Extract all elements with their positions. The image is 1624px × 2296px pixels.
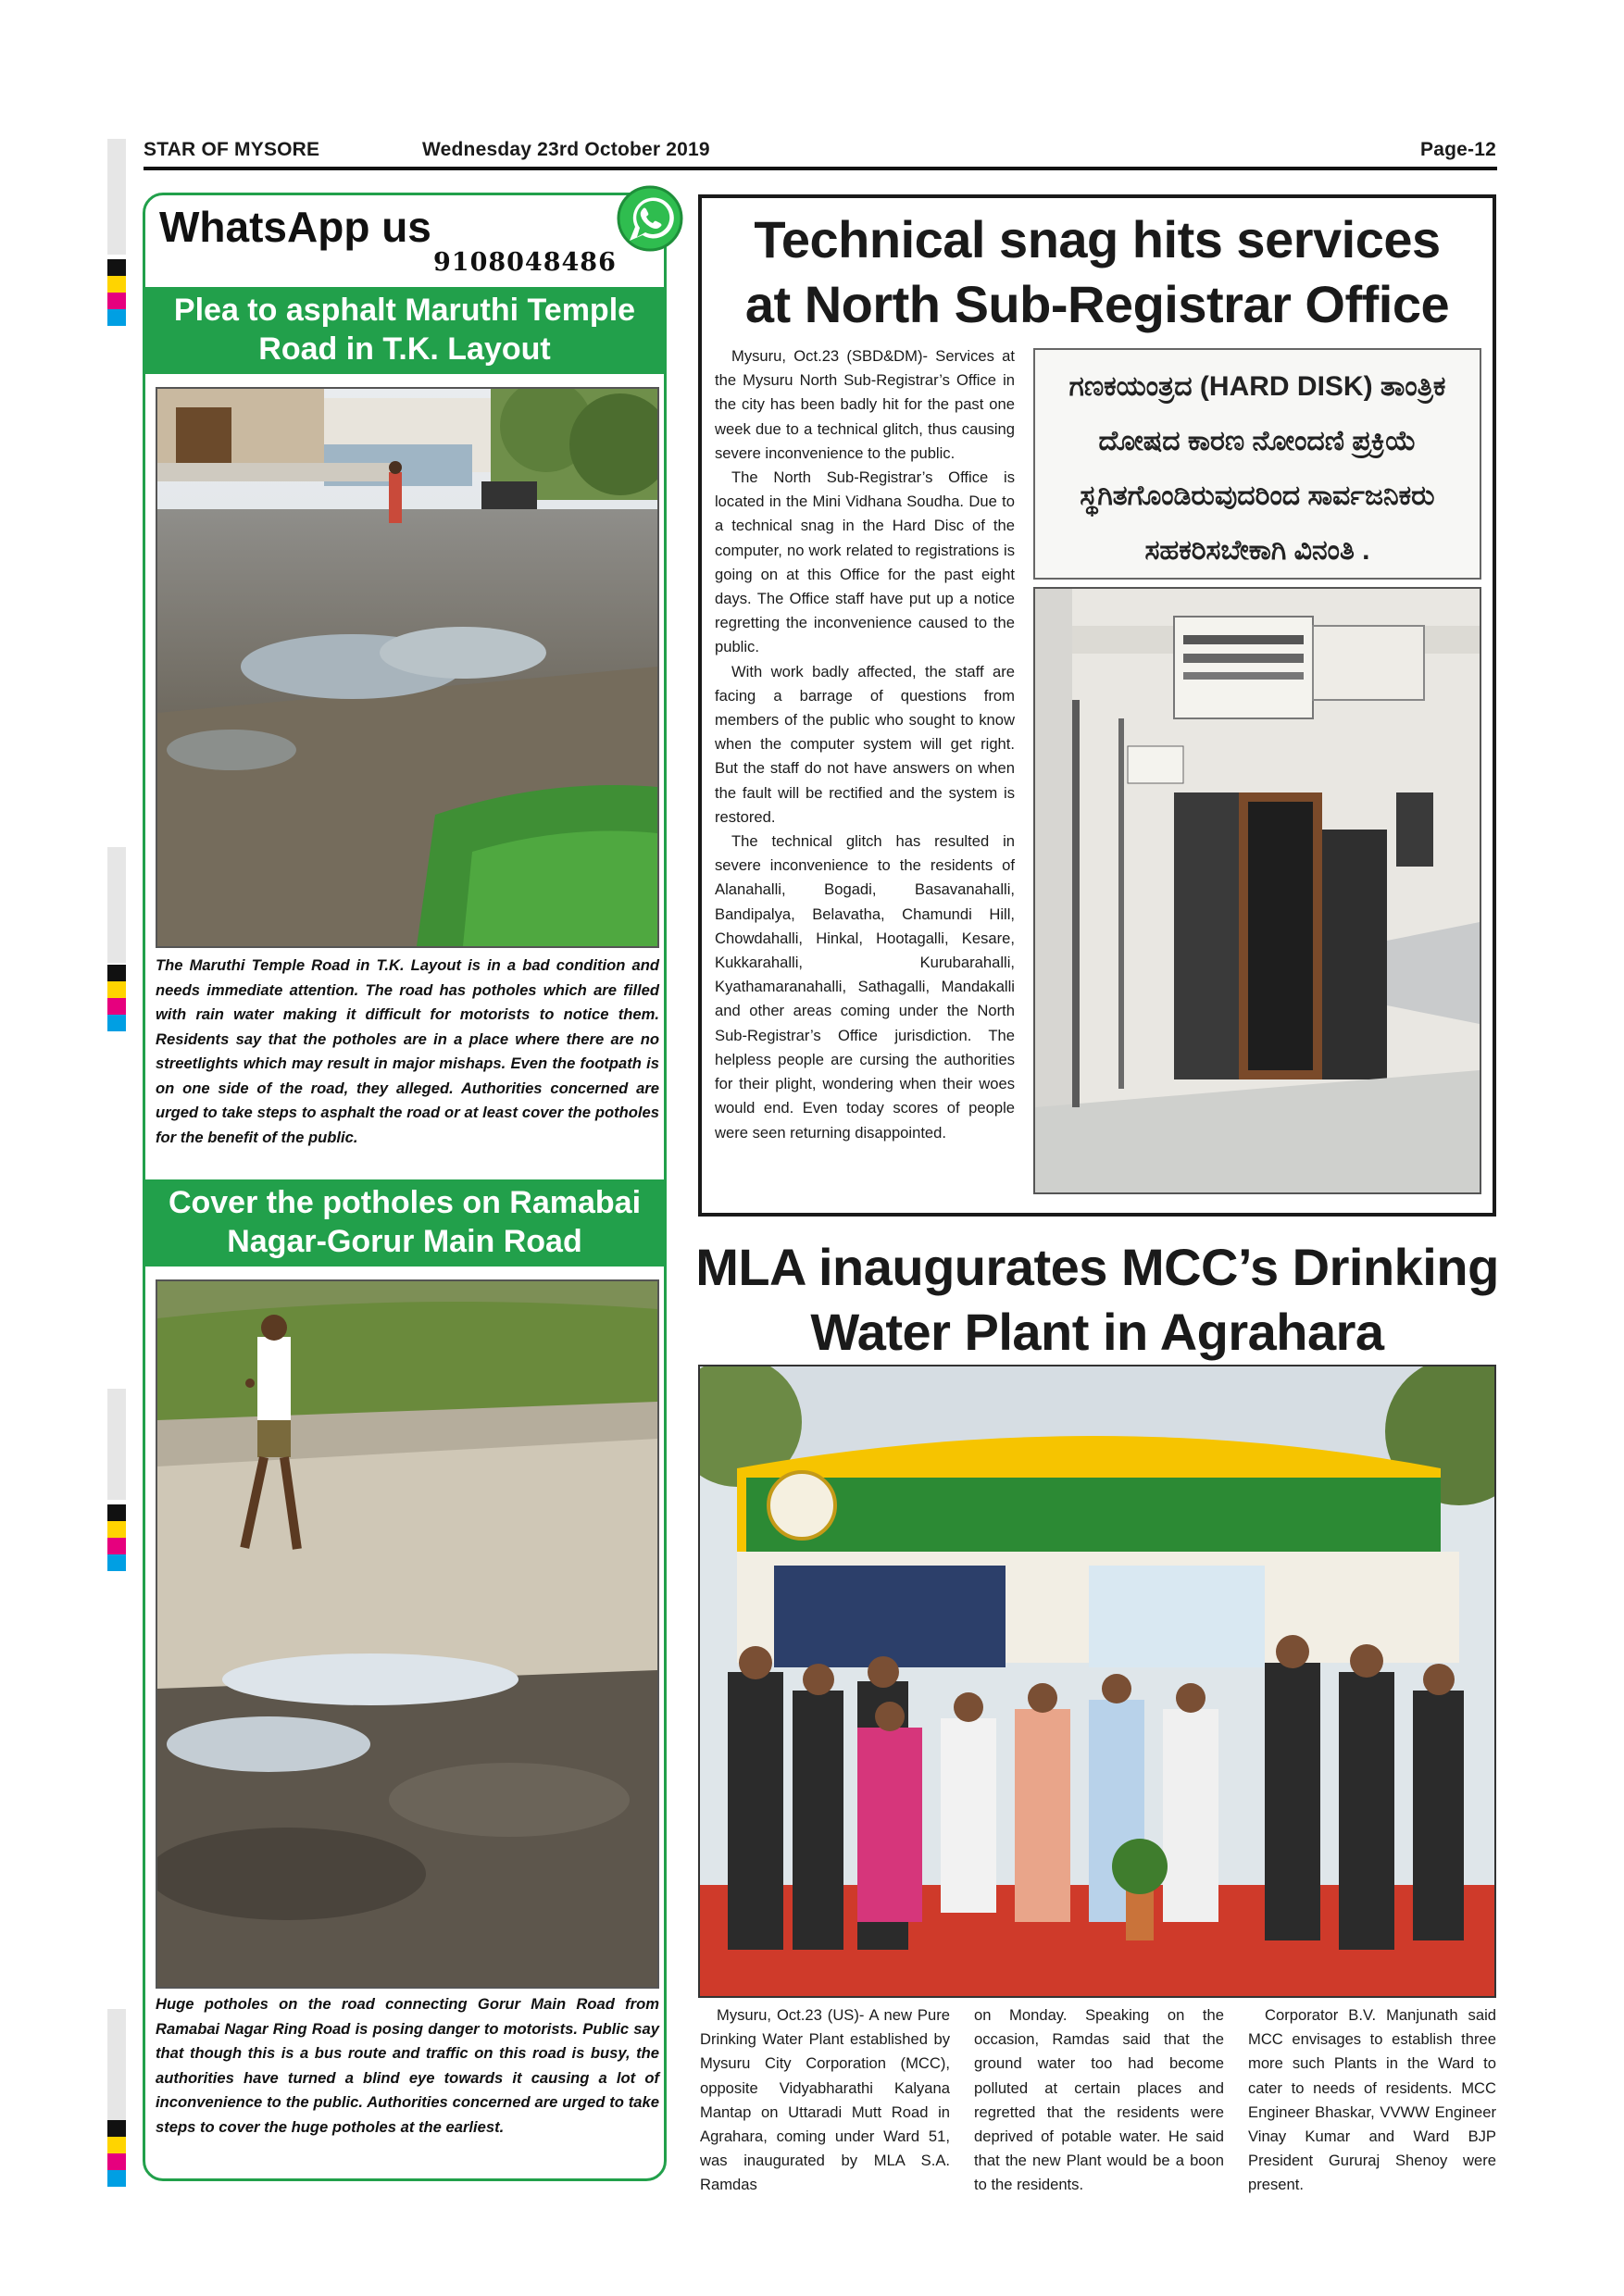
notice-line: ಗಣಕಯಂತ್ರದ (HARD DISK) ತಾಂತ್ರಿಕ: [1068, 371, 1446, 402]
registration-swatch-black: [107, 259, 126, 276]
headline-line: Technical snag hits services: [754, 210, 1441, 268]
registration-swatch-yellow: [107, 276, 126, 293]
notice-line: ದೋಷದ ಕಾರಣ ನೋಂದಣಿ ಪ್ರಕ್ರಿಯೆ: [1098, 426, 1417, 456]
kannada-notice-photo: [1033, 348, 1481, 580]
registration-swatch-magenta: [107, 2153, 126, 2170]
story-title-line: Cover the potholes on Ramabai: [168, 1185, 642, 1220]
registrar-article-body: [715, 344, 1015, 1145]
registration-swatch-cyan: [107, 1015, 126, 1031]
registrar-headline: [704, 207, 1491, 337]
pothole-road-photo: [156, 387, 659, 948]
story-title-line: Road in T.K. Layout: [258, 331, 551, 367]
notice-line: ಸಹಕರಿಸಬೇಕಾಗಿ ವಿನಂತಿ .: [1144, 535, 1370, 566]
story-title-band: [143, 1179, 667, 1267]
registration-swatch-black: [107, 965, 126, 981]
page-number: Page-12: [1420, 139, 1496, 160]
registration-swatch-yellow: [107, 2137, 126, 2153]
registration-swatch-magenta: [107, 998, 126, 1015]
ramabai-nagar-road-photo: [156, 1279, 659, 1989]
whatsapp-title: WhatsApp us: [159, 203, 431, 251]
registration-swatch-cyan: [107, 2170, 126, 2187]
water-plant-inauguration-photo: [698, 1365, 1496, 1998]
photo-caption: The Maruthi Temple Road in T.K. Layout is in a bad condition and needs immediate attention. The road has potholes which are filled with rain water making it difficult for motorists to notice them. Residents say that the potholes are in a place where there are no streetlights which may result in major mishaps. Even the footpath is on one side of the road, they alleged. Authorities concerned are urged to take steps to asphalt the road or at least cover the potholes for the benefit of the public.: [156, 956, 659, 1146]
whatsapp-number: 9108048486: [433, 248, 617, 277]
registration-swatch-magenta: [107, 1538, 126, 1554]
registration-bar: [107, 2009, 126, 2120]
registration-swatch-magenta: [107, 293, 126, 309]
registration-swatch-cyan: [107, 309, 126, 326]
registration-bar: [107, 139, 126, 255]
article-paragraph: The technical glitch has resulted in severe inconvenience to the residents of Alanahalli, Bogadi, Basavanahalli, Bandipalya, Belavatha, Chamundi Hill, Chowdahalli, Hinkal, Hootagalli, Kesare, Kukkarahalli, Kurubarahalli, Kyathamaranahalli, Sathagalli, Mandakalli and other areas coming under the North Sub-Registrar’s Office jurisdiction. The helpless people are cursing the authorities for their plight, wondering when their woes would end. Even today scores of people were seen returning disappointed.: [715, 832, 1015, 1142]
registration-swatch-yellow: [107, 1521, 126, 1538]
registration-swatch-black: [107, 1504, 126, 1521]
whatsapp-icon: [615, 183, 685, 254]
article-paragraph: on Monday. Speaking on the occasion, Ramdas said that the ground water too had become polluted at certain places and regretted that the residents were deprived of potable water. He said that the new Plant would be a boon to the residents.: [974, 2006, 1224, 2194]
story-title-band: [143, 287, 667, 374]
article-paragraph: The North Sub-Registrar’s Office is located in the Mini Vidhana Soudha. Due to a technical snag in the Hard Disc of the computer, no work related to registrations is going on at this Office for the past eight days. The Office staff have put up a notice regretting the inconvenience caused to the public.: [715, 468, 1015, 656]
registration-bar: [107, 1389, 126, 1500]
notice-line: ಸ್ಥಗಿತಗೊಂಡಿರುವುದರಿಂದ ಸಾರ್ವಜನಿಕರು: [1080, 480, 1435, 511]
article-paragraph: With work badly affected, the staff are facing a barrage of questions from members of the public who sought to know when the computer system will get right. But the staff do not have answers on when the fault will be rectified and the system is restored.: [715, 662, 1015, 826]
registration-bar: [107, 847, 126, 963]
sub-registrar-office-photo: [1033, 587, 1481, 1194]
story-title-line: Plea to asphalt Maruthi Temple: [173, 293, 636, 328]
issue-date: Wednesday 23rd October 2019: [422, 139, 710, 160]
water-plant-headline: [685, 1235, 1509, 1365]
photo-caption: Huge potholes on the road connecting Gorur Main Road from Ramabai Nagar Ring Road is posing danger to motorists. Public say that though this is a bus route and traffic on this road is busy, the authorities have turned a blind eye towards it causing a lot of inconvenience to the public. Authorities concerned are urged to take steps to cover the huge potholes at the earliest.: [156, 1995, 659, 2136]
registration-swatch-yellow: [107, 981, 126, 998]
masthead: STAR OF MYSORE: [144, 139, 320, 160]
headline-line: MLA inaugurates MCC’s Drinking: [695, 1238, 1499, 1296]
article-paragraph: Mysuru, Oct.23 (US)- A new Pure Drinking Water Plant established by Mysuru City Corporation (MCC), opposite Vidyabharathi Kalyana Mantap on Uttaradi Mutt Road in Agrahara, coming under Ward 51, was inaugurated by MLA S.A. Ramdas: [700, 2006, 950, 2194]
headline-line: at North Sub-Registrar Office: [744, 275, 1450, 333]
registration-swatch-black: [107, 2120, 126, 2137]
registration-swatch-cyan: [107, 1554, 126, 1571]
header-rule: [144, 167, 1497, 170]
water-plant-column-3: [1248, 2003, 1496, 2198]
story-title-line: Nagar-Gorur Main Road: [227, 1224, 582, 1259]
article-paragraph: Mysuru, Oct.23 (SBD&DM)- Services at the Mysuru North Sub-Registrar’s Office in the city has been badly hit for the past one week due to a technical glitch, thus causing severe inconvenience to the public.: [715, 347, 1015, 462]
water-plant-column-1: [700, 2003, 950, 2198]
headline-line: Water Plant in Agrahara: [810, 1303, 1384, 1361]
article-paragraph: Corporator B.V. Manjunath said MCC envisages to establish three more such Plants in the Ward to cater to needs of residents. MCC Engineer Bhaskar, VVWW Engineer Vinay Kumar and Ward BJP President Gururaj Shenoy were present.: [1248, 2006, 1496, 2194]
water-plant-column-2: [974, 2003, 1224, 2198]
